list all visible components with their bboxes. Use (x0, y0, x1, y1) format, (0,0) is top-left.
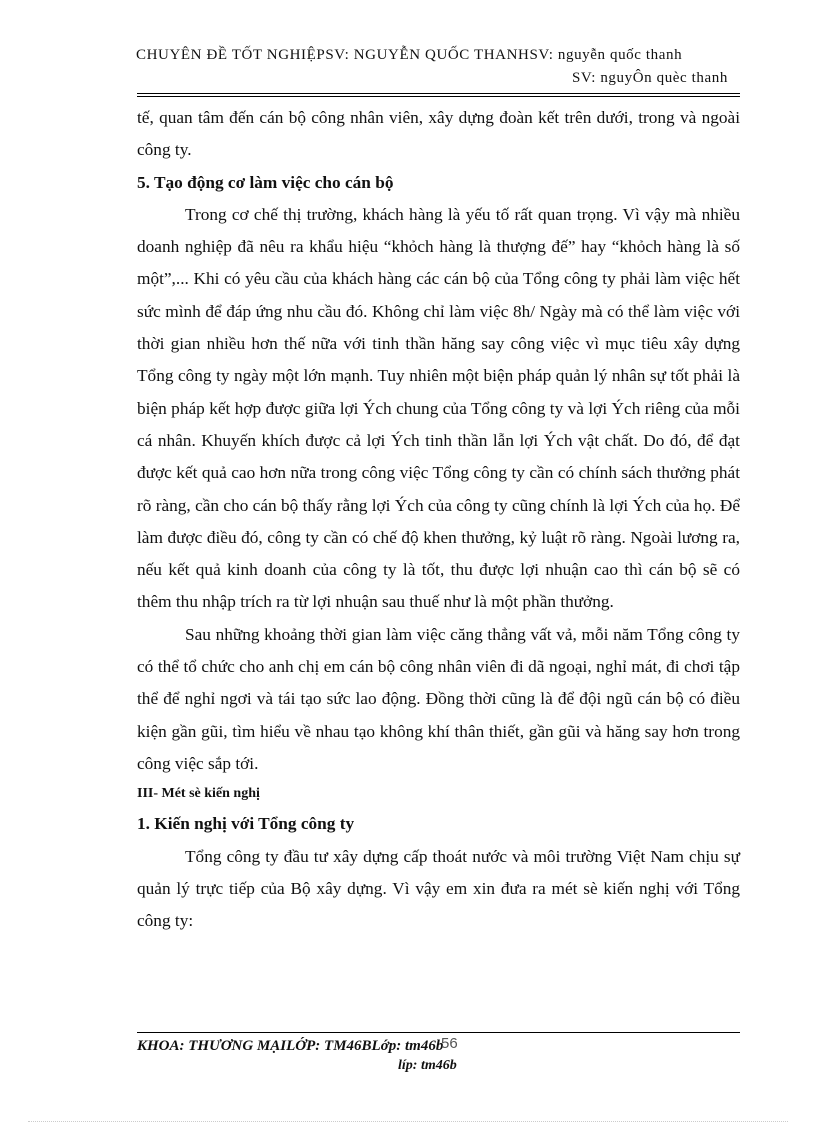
paragraph-activities: Sau những khoảng thời gian làm việc căng thẳng vất vả, mỗi năm Tổng công ty có thể tổ chức cho anh chị em cán bộ công nhân viên đi dã ngoại, nghỉ mát, đi chơi tập thể để nghỉ ngơi và tái tạo sức lao động. Đồng thời cũng là để đội ngũ cán bộ có điều kiện gần gũi, tìm hiểu về nhau tạo không khí thân thiết, gần gũi và hăng say hơn trong công việc sắp tới. (137, 624, 740, 773)
footer-class: líp: tm46b (398, 1058, 457, 1073)
paragraph-motivation: Trong cơ chế thị trường, khách hàng là yếu tố rất quan trọng. Vì vậy mà nhiều doanh nghiệp đã nêu ra khẩu hiệu “khỏch hàng là thượng đế” hay “khỏch hàng là số một”,... Khi có yêu cầu của khách hàng các cán bộ của Tổng công ty phải làm việc hết sức mình để đáp ứng nhu cầu đó. Không chỉ làm việc 8h/ Ngày mà có thể làm việc với thời gian nhiều hơn thế nữa với tinh thần hăng say công việc vì mục tiêu xây dựng Tổng công ty ngày một lớn mạnh. Tuy nhiên một biện pháp quản lý nhân sự tốt phải là biện pháp kết hợp được giữa lợi Ých chung của Tổng công ty và lợi Ých riêng của mỗi cá nhân. Khuyến khích được cả lợi Ých tinh thần lẫn lợi Ých vật chất. Do đó, để đạt được kết quả cao hơn nữa trong công việc Tổng công ty cần có chính sách thưởng phát rõ ràng, cần cho cán bộ thấy rằng lợi Ých của công ty cũng chính là lợi Ých của họ. Để làm được điều đó, công ty cần có chế độ khen thưởng, kỷ luật rõ ràng. Ngoài lương ra, nếu kết quả kinh doanh của công ty là tốt, thu được lợi nhuận cao thì cán bộ sẽ có thêm thu nhập trích ra từ lợi nhuận sau thuế như là một phần thưởng. (137, 204, 740, 612)
paragraph-continuation: tế, quan tâm đến cán bộ công nhân viên, xây dựng đoàn kết trên dưới, trong và ngoài công ty. (137, 108, 740, 160)
footer-faculty: KHOA: THƯƠNG MẠILỚP: TM46BLớp: tm46b (137, 1038, 444, 1054)
section-heading-motivation: 5. Tạo động cơ làm việc cho cán bộ (137, 172, 394, 192)
header-title: CHUYÊN ĐỀ TỐT NGHIỆPSV: NGUYỄN QUỐC THANHSV: nguyễn quốc thanh (136, 47, 683, 63)
header-divider-bottom (137, 96, 740, 97)
footer-divider (137, 1032, 740, 1033)
header-subtitle: SV: nguyÔn quèc thanh (571, 70, 728, 86)
section-heading-recommendations: III- Mét sè kiến nghị (137, 786, 260, 802)
header-divider-top (137, 93, 740, 94)
document-body (137, 102, 740, 937)
page-edge-dots (28, 1121, 788, 1122)
page-number: 56 (441, 1035, 458, 1052)
section-heading-company-recommendation: 1. Kiến nghị với Tổng công ty (137, 814, 355, 834)
paragraph-company: Tổng công ty đầu tư xây dựng cấp thoát nước và môi trường Việt Nam chịu sự quản lý trực tiếp của Bộ xây dựng. Vì vậy em xin đưa ra mét sè kiến nghị với Tổng công ty: (137, 846, 740, 931)
